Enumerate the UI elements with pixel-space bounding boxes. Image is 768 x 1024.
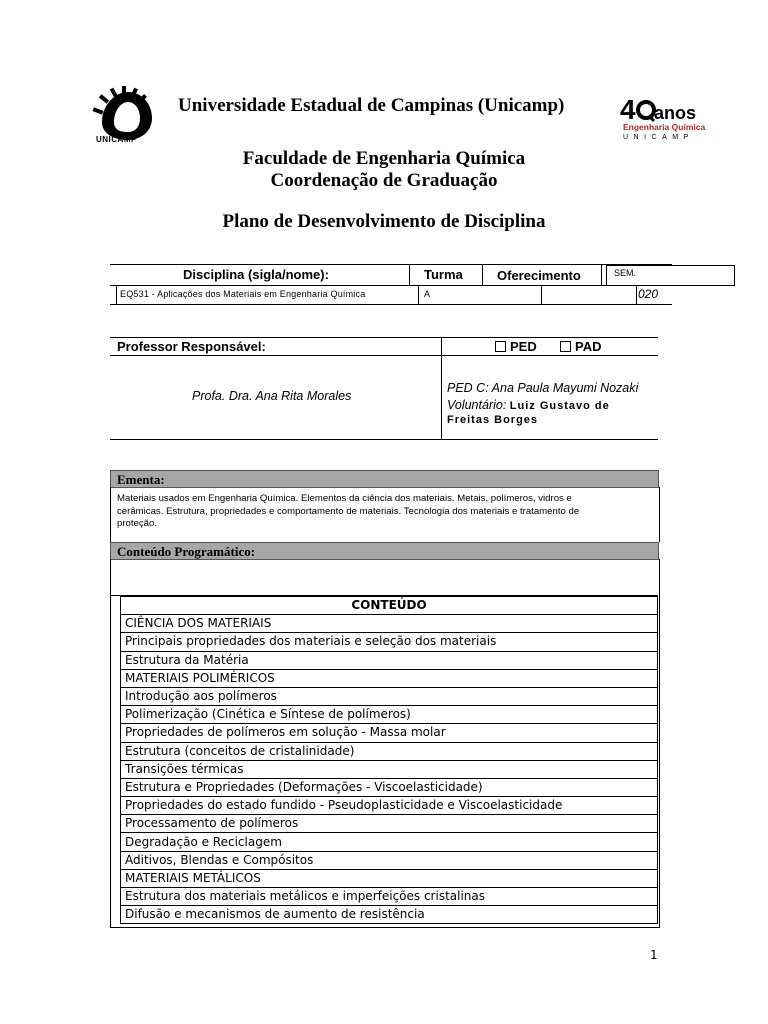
table-row: [121, 706, 658, 724]
conteudo-row: CIÊNCIA DOS MATERIAIS: [121, 615, 658, 633]
conteudo-row: Estrutura da Matéria: [121, 651, 658, 669]
pad-checkbox-box[interactable]: [560, 341, 571, 352]
page-number: 1: [650, 948, 658, 962]
table-row: [121, 797, 658, 815]
ped-checkbox-box[interactable]: [495, 341, 506, 352]
voluntario-label: Voluntário:: [447, 398, 507, 412]
table-row: [121, 669, 658, 687]
conteudo-row: Degradação e Reciclagem: [121, 833, 658, 851]
table-row: [121, 906, 658, 924]
ped-checkbox[interactable]: [495, 339, 537, 354]
ementa-text-line1: Materiais usados em Engenharia Química. Elementos da ciência dos materiais. Metais, polímeros, vidros e: [117, 493, 572, 504]
conteudo-row: Propriedades do estado fundido - Pseudoplasticidade e Viscoelasticidade: [121, 797, 658, 815]
anniversary-logo-word: anos: [654, 103, 697, 123]
ementa-title-bar: [110, 470, 659, 488]
faculty-name: Faculdade de Engenharia Química: [242, 148, 526, 169]
table-row: [121, 724, 658, 742]
coordination-name: Coordenação de Graduação: [270, 170, 498, 191]
voluntario-name-1: Luiz Gustavo de: [509, 400, 610, 412]
conteudo-row: Difusão e mecanismos de aumento de resistência: [121, 906, 658, 924]
conteudo-header: CONTEÚDO: [121, 597, 658, 615]
ementa-text-line3: proteção.: [117, 518, 158, 529]
plan-title: Plano de Desenvolvimento de Disciplina: [222, 211, 546, 232]
professor-label: Professor Responsável:: [117, 339, 266, 354]
professor-name: Profa. Dra. Ana Rita Morales: [192, 389, 352, 403]
sem-header: SEM.: [614, 268, 637, 278]
table-row: [121, 633, 658, 651]
turma-header: Turma: [424, 267, 463, 282]
table-row: [121, 651, 658, 669]
disciplina-header: Disciplina (sigla/nome):: [183, 267, 329, 282]
conteudo-row: Estrutura (conceitos de cristalinidade): [121, 742, 658, 760]
anniversary-logo-line1: Engenharia Química: [623, 122, 706, 132]
ementa-title: Ementa:: [117, 472, 165, 487]
conteudo-row: Introdução aos polímeros: [121, 687, 658, 705]
ped-c-line: PED C: Ana Paula Mayumi Nozaki: [447, 381, 639, 395]
table-row: [121, 615, 658, 633]
conteudo-row: Principais propriedades dos materiais e seleção dos materiais: [121, 633, 658, 651]
table-row: [121, 851, 658, 869]
conteudo-row: Transições térmicas: [121, 760, 658, 778]
voluntario-name-2: Freitas Borges: [447, 414, 539, 426]
conteudo-row: Aditivos, Blendas e Compósitos: [121, 851, 658, 869]
conteudo-row: MATERIAIS METÁLICOS: [121, 869, 658, 887]
anniversary-logo-number: 4: [620, 95, 636, 125]
conteudo-row: Propriedades de polímeros em solução - Massa molar: [121, 724, 658, 742]
table-row: [121, 742, 658, 760]
ped-label: PED: [510, 339, 537, 354]
pad-checkbox[interactable]: [560, 339, 601, 354]
conteudo-row: Estrutura dos materiais metálicos e imperfeições cristalinas: [121, 888, 658, 906]
table-row: [121, 687, 658, 705]
conteudo-title: Conteúdo Programático:: [117, 544, 256, 559]
anniversary-logo: [620, 95, 710, 141]
conteudo-row: Processamento de polímeros: [121, 815, 658, 833]
university-title: Universidade Estadual de Campinas (Unicamp): [178, 95, 565, 116]
conteudo-table: [120, 596, 658, 924]
turma-value: A: [424, 289, 431, 299]
conteudo-row: Polimerização (Cinética e Síntese de polímeros): [121, 706, 658, 724]
unicamp-logo-text: UNICAMP: [96, 135, 137, 144]
conteudo-title-bar: [110, 542, 659, 560]
ementa-text-line2: cerâmicas. Estrutura, propriedades e comportamento de materiais. Tecnologia dos materiais e tratamento de: [117, 506, 580, 517]
year-value: 020: [638, 287, 659, 301]
pad-label: PAD: [575, 339, 602, 354]
table-row: [121, 869, 658, 887]
table-row: [121, 760, 658, 778]
table-row: [121, 888, 658, 906]
conteudo-row: Estrutura e Propriedades (Deformações - Viscoelasticidade): [121, 778, 658, 796]
conteudo-row: MATERIAIS POLIMÉRICOS: [121, 669, 658, 687]
table-row: [121, 833, 658, 851]
disciplina-name-value: EQ531 - Aplicações dos Materiais em Engenharia Química: [120, 289, 366, 299]
anniversary-logo-line2: UNICAMP: [623, 134, 694, 141]
table-row: [121, 815, 658, 833]
oferecimento-header: Oferecimento: [497, 268, 581, 283]
table-row: [121, 778, 658, 796]
